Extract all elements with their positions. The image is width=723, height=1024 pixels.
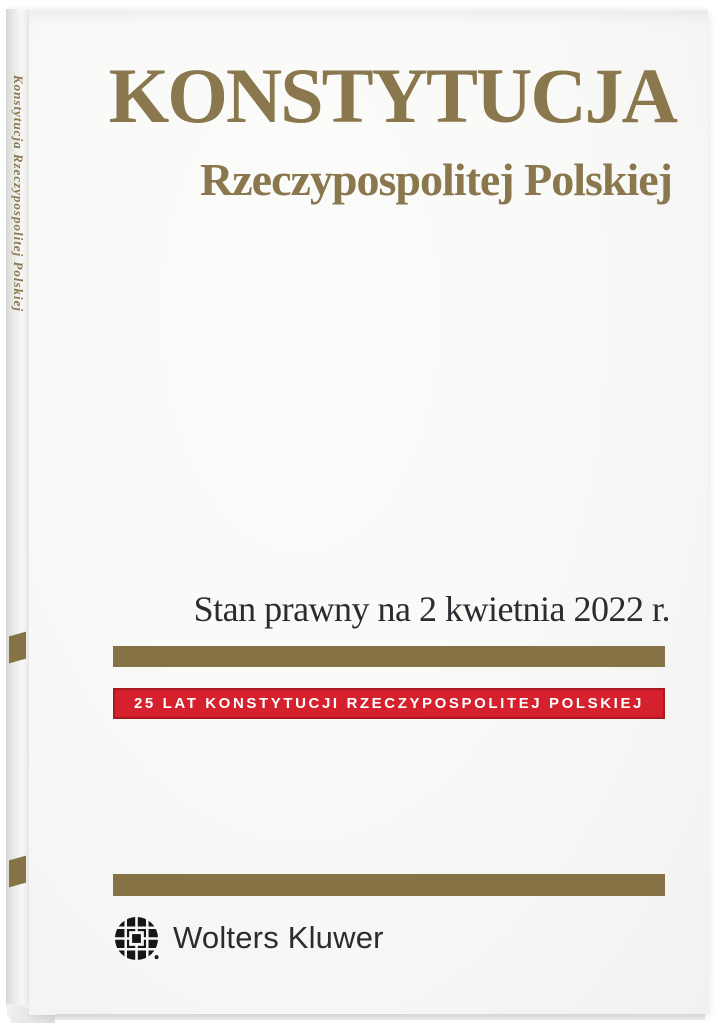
book-spine — [6, 9, 29, 1006]
publisher-logo-lockup — [113, 913, 384, 963]
book-front-cover — [29, 11, 708, 1015]
spine-gold-mark-top — [9, 632, 26, 664]
book-bottom-edge — [55, 1014, 705, 1020]
spine-title: Konstytucja Rzeczypospolitej Polskiej — [11, 75, 26, 313]
publisher-name: Wolters Kluwer — [173, 920, 384, 955]
book-title: KONSTYTUCJA — [108, 52, 676, 139]
anniversary-banner-text: 25 LAT KONSTYTUCJI RZECZYPOSPOLITEJ POLSKIEJ — [133, 695, 645, 712]
legal-status-line: Stan prawny na 2 kwietnia 2022 r. — [193, 589, 670, 629]
gold-divider-top — [113, 646, 665, 667]
anniversary-banner — [113, 688, 665, 719]
gold-divider-bottom — [113, 874, 665, 896]
book-subtitle: Rzeczypospolitej Polskiej — [200, 154, 672, 205]
globe-grid-icon — [113, 915, 160, 962]
spine-gold-mark-bottom — [9, 856, 26, 888]
